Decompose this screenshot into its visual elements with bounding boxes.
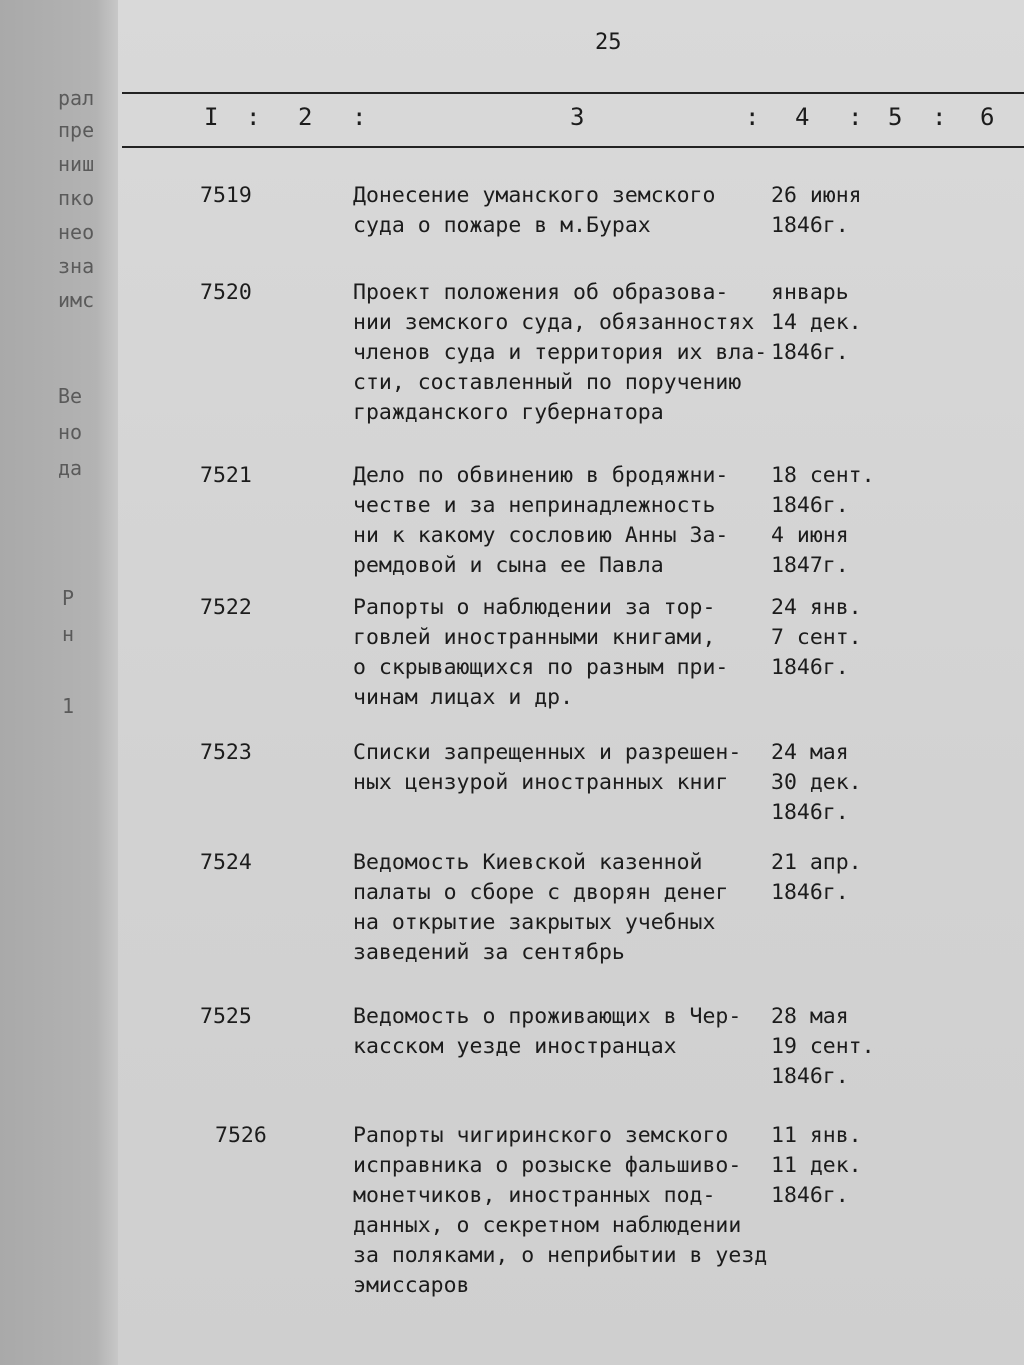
column-header: 5 (888, 103, 903, 131)
record-dates: 21 апр. 1846г. (771, 850, 862, 905)
record-number: 7526 (215, 1123, 267, 1148)
column-separator: : (246, 103, 261, 131)
record-number: 7523 (200, 740, 252, 765)
prev-page-text: да (58, 456, 83, 480)
record-title: Рапорты чигиринского земского исправника о розыске фальшиво- монетчиков, иностранных под- данных, о секретном наблюдении за поляками, о неприбытии в уезд эмиссаров (353, 1123, 768, 1298)
prev-page-text: 1 (62, 694, 75, 718)
page-number: 25 (595, 30, 622, 55)
header-top-rule (122, 92, 1024, 94)
record-title: Списки запрещенных и разрешен- ных цензурой иностранных книг (353, 740, 742, 795)
prev-page-text: ниш (58, 152, 95, 176)
prev-page-text: н (62, 622, 75, 646)
record-title: Рапорты о наблюдении за тор- говлей иностранными книгами, о скрывающихся по разным при- чинам лицах и др. (353, 595, 729, 710)
column-header: 4 (795, 103, 810, 131)
column-separator: : (932, 103, 947, 131)
record-dates: 11 янв. 11 дек. 1846г. (771, 1123, 862, 1208)
column-separator: : (352, 103, 367, 131)
record-title: Ведомость Киевской казенной палаты о сборе с дворян денег на открытие закрытых учебных заведений за сентябрь (353, 850, 729, 965)
prev-page-text: зна (58, 254, 95, 278)
record-dates: 26 июня 1846г. (771, 183, 862, 238)
prev-page-text: пре (58, 118, 95, 142)
record-dates: 24 мая 30 дек. 1846г. (771, 740, 862, 825)
record-dates: 18 сент. 1846г. 4 июня 1847г. (771, 463, 875, 578)
record-number: 7521 (200, 463, 252, 488)
column-header: 2 (298, 103, 313, 131)
record-number: 7522 (200, 595, 252, 620)
column-header: 3 (570, 103, 585, 131)
record-dates: 28 мая 19 сент. 1846г. (771, 1004, 875, 1089)
record-dates: январь 14 дек. 1846г. (771, 280, 862, 365)
header-bottom-rule (122, 146, 1024, 148)
record-title: Донесение уманского земского суда о пожаре в м.Бурах (353, 183, 716, 238)
record-title: Проект положения об образова- нии земского суда, обязанностях членов суда и территория их вла- сти, составленный по поручению гражданского губернатора (353, 280, 768, 425)
prev-page-text: Р (62, 586, 75, 610)
record-dates: 24 янв. 7 сент. 1846г. (771, 595, 862, 680)
prev-page-text: нео (58, 220, 95, 244)
previous-page-edge (0, 0, 120, 1365)
prev-page-text: но (58, 420, 83, 444)
record-number: 7519 (200, 183, 252, 208)
column-header: 6 (980, 103, 995, 131)
prev-page-text: Ве (58, 384, 83, 408)
prev-page-text: имс (58, 288, 95, 312)
prev-page-text: пко (58, 186, 95, 210)
record-number: 7520 (200, 280, 252, 305)
record-title: Дело по обвинению в бродяжни- честве и за непринадлежность ни к какому сословию Анны За- ремдовой и сына ее Павла (353, 463, 729, 578)
column-header: I (204, 103, 219, 131)
record-number: 7524 (200, 850, 252, 875)
record-title: Ведомость о проживающих в Чер- касском уезде иностранцах (353, 1004, 742, 1059)
column-separator: : (848, 103, 863, 131)
record-number: 7525 (200, 1004, 252, 1029)
prev-page-text: рал (58, 86, 95, 110)
column-separator: : (745, 103, 760, 131)
